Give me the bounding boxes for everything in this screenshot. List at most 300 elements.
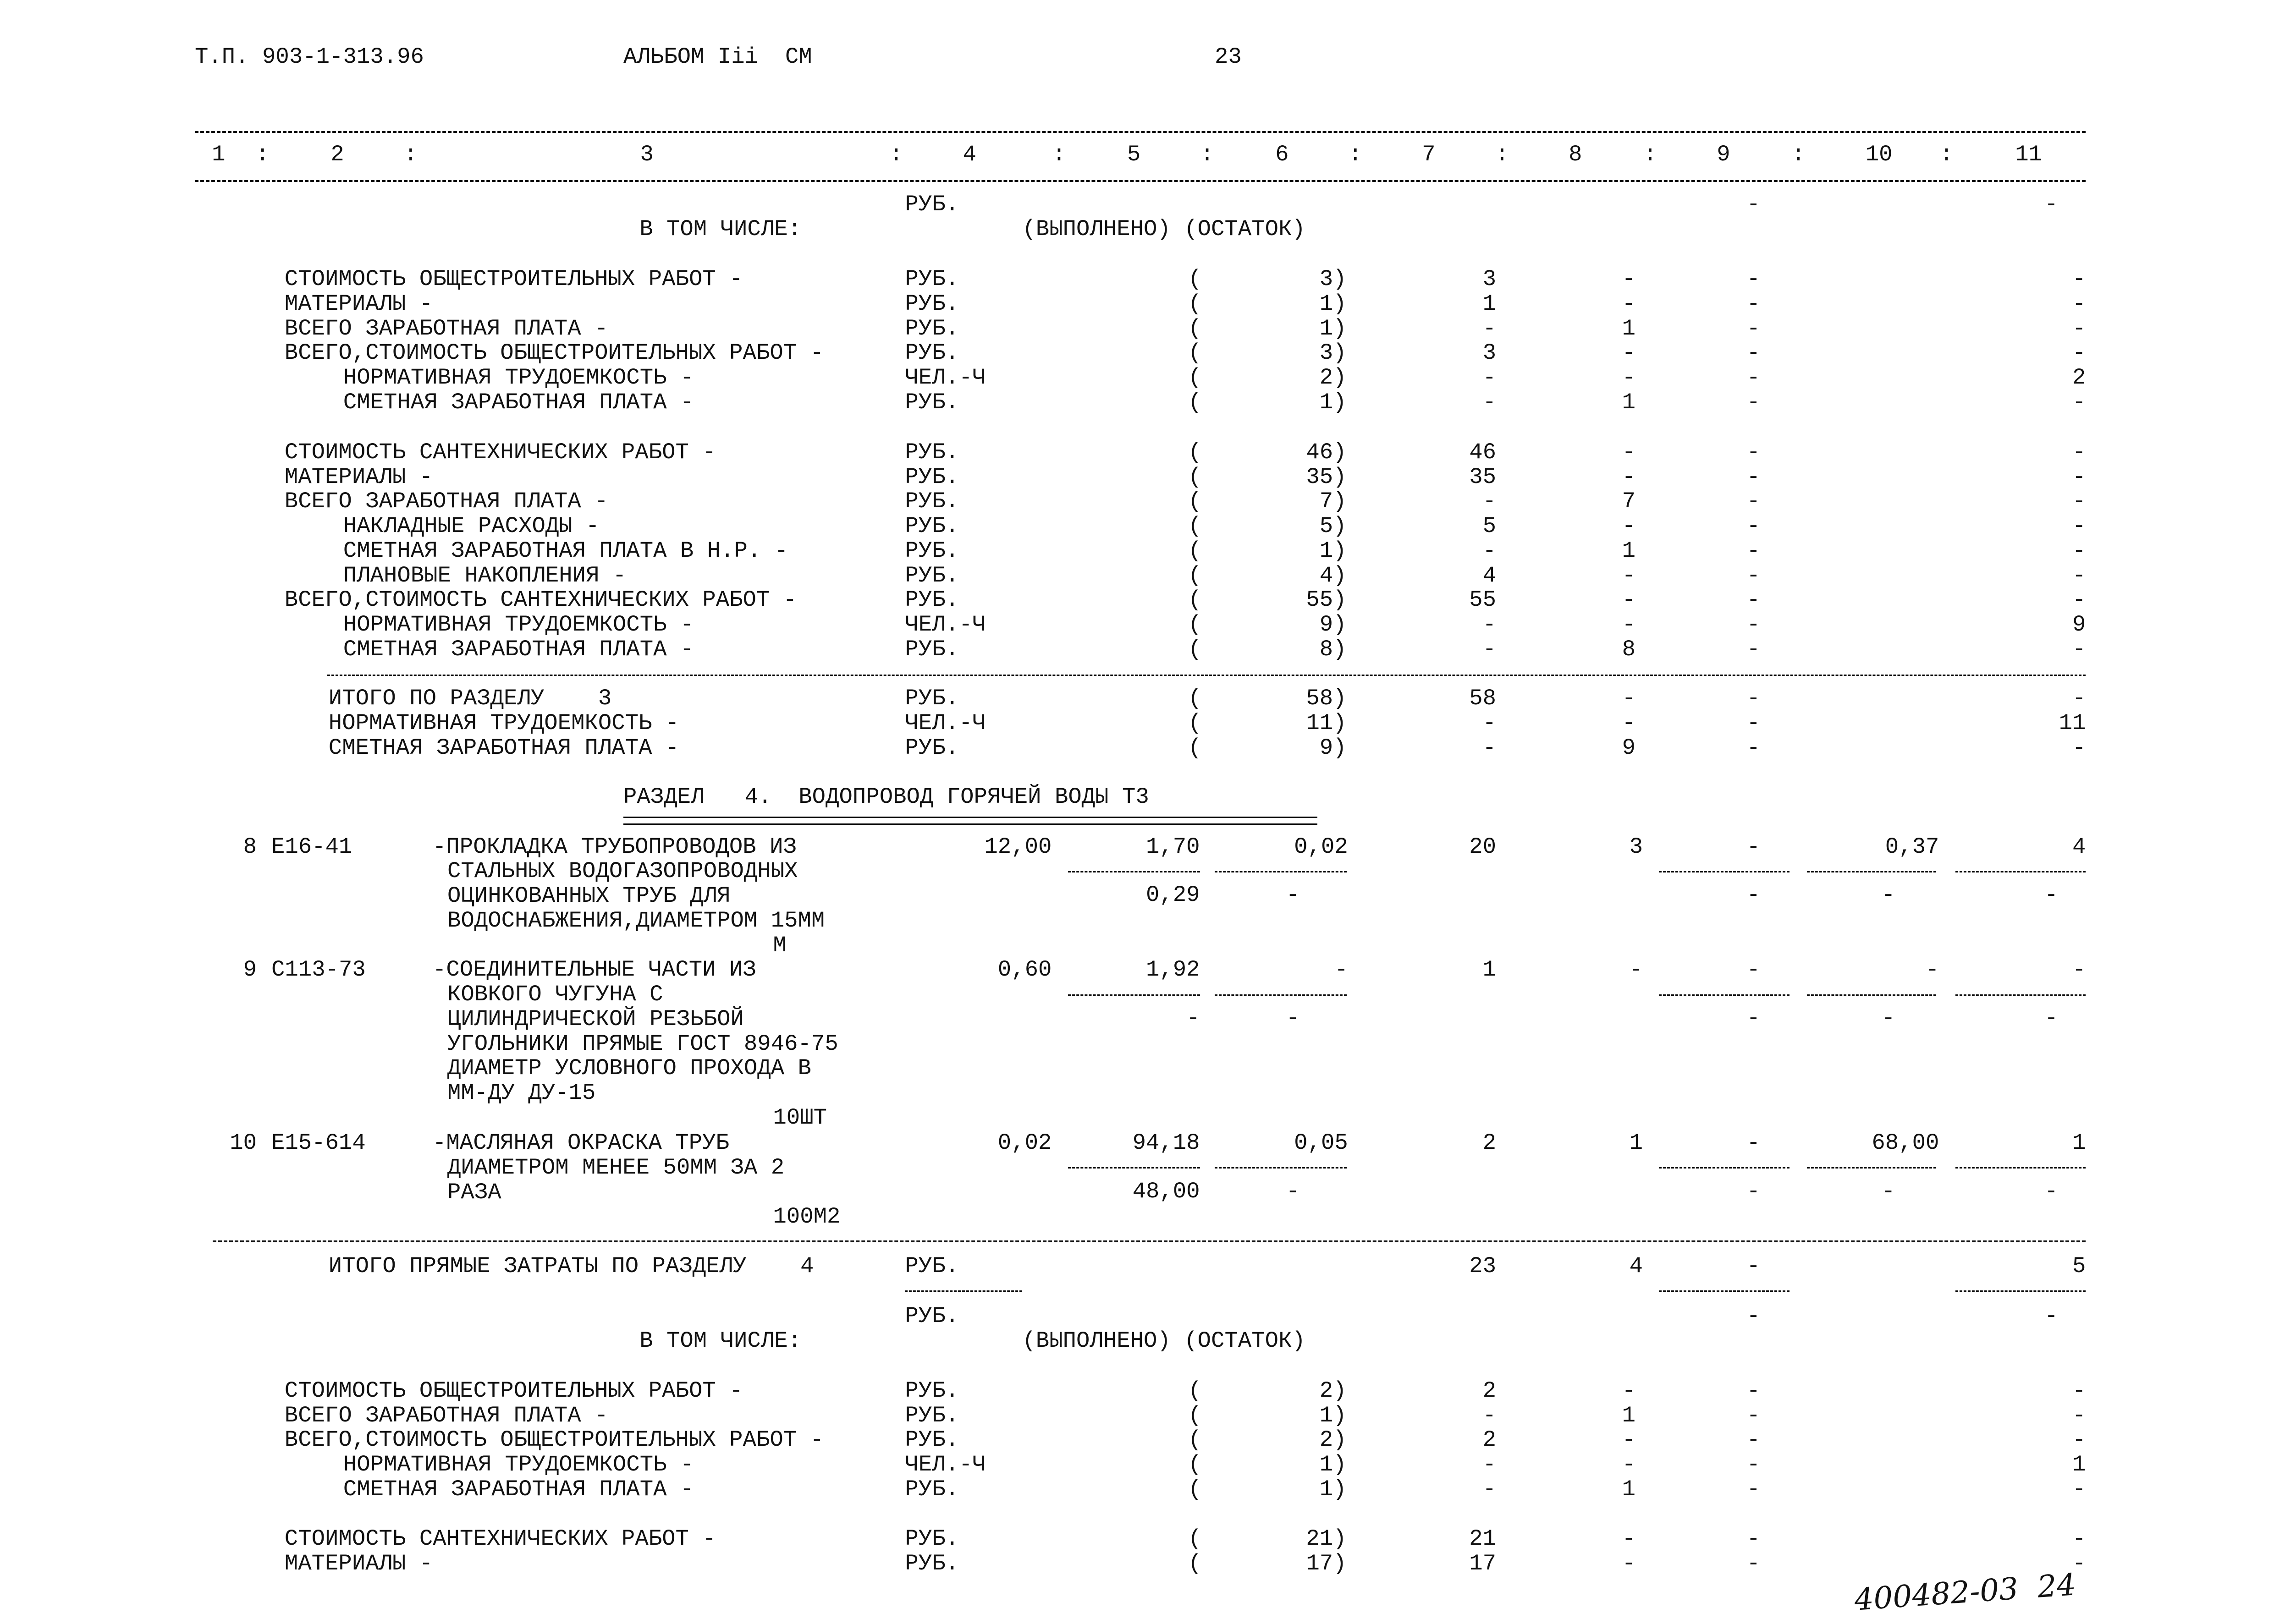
col7-value: -	[1482, 1452, 1496, 1478]
col7-value: -	[1482, 390, 1496, 415]
col7-value: 1	[1482, 291, 1496, 317]
col8-value: -	[1622, 340, 1635, 366]
summary-label: ПЛАНОВЫЕ НАКОПЛЕНИЯ -	[343, 562, 627, 588]
col8-value: 1	[1622, 1476, 1635, 1502]
paren: (	[1188, 1377, 1202, 1404]
col9-value: -	[1746, 587, 1760, 613]
unit: ЧЕЛ.-Ч	[905, 612, 986, 638]
col10-value: 68,00	[1872, 1130, 1939, 1156]
in-that-number-label: В ТОМ ЧИСЛЕ:	[639, 1328, 802, 1354]
col11-value: -	[2072, 686, 2086, 712]
executed-value: 9)	[1319, 612, 1347, 638]
col7-value: 4	[1482, 562, 1496, 588]
col11-value: -	[2072, 636, 2086, 662]
col11-value: 5	[2072, 1253, 2086, 1279]
col8-value: -	[1622, 291, 1635, 317]
col11-value: -	[2072, 562, 2086, 588]
executed-value: 2)	[1319, 365, 1347, 391]
summary-label: НОРМАТИВНАЯ ТРУДОЕМКОСТЬ -	[343, 365, 694, 391]
summary-label: СМЕТНАЯ ЗАРАБОТНАЯ ПЛАТА -	[343, 1476, 694, 1502]
col9-value: -	[1746, 612, 1760, 638]
col11-value: -	[2072, 315, 2086, 341]
executed-value: 17)	[1306, 1550, 1347, 1576]
col11-value: -	[2072, 340, 2086, 366]
col9-value: -	[1746, 562, 1760, 588]
summary-label: ВСЕГО ЗАРАБОТНАЯ ПЛАТА -	[284, 1402, 608, 1428]
col9-value: -	[1746, 1130, 1760, 1156]
unit: РУБ.	[905, 266, 959, 292]
unit: РУБ.	[905, 587, 959, 613]
col9-value: -	[1746, 315, 1760, 341]
col10-value: 0,37	[1885, 834, 1939, 860]
col7-value: -	[1482, 735, 1496, 761]
sub-value: 0,29	[1145, 882, 1200, 908]
sub-value: -	[1881, 882, 1895, 908]
col9-value: -	[1746, 390, 1760, 415]
col9-value: -	[1746, 834, 1760, 860]
executed-value: 3)	[1319, 266, 1347, 292]
col11-value: -	[2072, 1550, 2086, 1576]
unit: РУБ.	[905, 636, 959, 662]
executed-value: 46)	[1306, 439, 1347, 465]
sub-rule	[1659, 1290, 1789, 1292]
sub-rule	[1215, 994, 1347, 996]
sub-value: -	[2044, 882, 2058, 908]
sub-value: -	[1186, 1005, 1200, 1031]
paren: (	[1188, 439, 1202, 465]
executed-value: 58)	[1306, 686, 1347, 712]
album-label: АЛЬБОМ Iii СМ	[623, 44, 812, 70]
col9-value: -	[1746, 1377, 1760, 1404]
column-separator: :	[1791, 142, 1805, 168]
unit: РУБ.	[905, 735, 959, 761]
col7-value: -	[1482, 365, 1496, 391]
unit: РУБ.	[905, 1402, 959, 1428]
sub-rule	[1955, 871, 2086, 872]
unit-price-wages: 0,02	[1294, 834, 1348, 860]
col11-value: -	[2072, 957, 2086, 983]
summary-label: НОРМАТИВНАЯ ТРУДОЕМКОСТЬ -	[343, 612, 694, 638]
col11-value: -	[2072, 464, 2086, 490]
total-cost: 2	[1482, 1130, 1496, 1156]
col8-value: -	[1622, 439, 1635, 465]
col8-value: -	[1622, 710, 1635, 736]
column-number: 2	[330, 142, 344, 168]
executed-value: 5)	[1319, 513, 1347, 539]
column-separator: :	[889, 142, 903, 168]
sub-value: -	[1881, 1005, 1895, 1031]
col8-value: 1	[1622, 390, 1635, 415]
col11-value: -	[2072, 513, 2086, 539]
paren: (	[1188, 710, 1202, 736]
executed-value: 1)	[1319, 291, 1347, 317]
unit: РУБ.	[905, 315, 959, 341]
col11-value: 2	[2072, 365, 2086, 391]
col11-value: -	[2072, 1427, 2086, 1453]
unit: РУБ.	[905, 192, 959, 217]
column-number: 1	[212, 142, 226, 168]
unit: РУБ.	[905, 1253, 959, 1279]
unit: РУБ.	[905, 1526, 959, 1552]
summary-label: ВСЕГО,СТОИМОСТЬ ОБЩЕСТРОИТЕЛЬНЫХ РАБОТ -	[284, 1427, 824, 1453]
section4-items-rule	[213, 1240, 2086, 1242]
unit-price: 94,18	[1132, 1130, 1200, 1156]
in-that-number-label: В ТОМ ЧИСЛЕ:	[639, 216, 802, 242]
sub-rule	[1807, 1167, 1936, 1169]
paren: (	[1188, 513, 1202, 539]
section4-title-underline	[623, 817, 1317, 825]
executed-value: 1)	[1319, 1402, 1347, 1428]
col8-value: 9	[1622, 735, 1635, 761]
column-number: 7	[1422, 142, 1436, 168]
col9-value: -	[1746, 488, 1760, 515]
unit: РУБ.	[905, 291, 959, 317]
summary-label: СТОИМОСТЬ ОБЩЕСТРОИТЕЛЬНЫХ РАБОТ -	[284, 1377, 743, 1404]
col8-value: -	[1622, 1377, 1635, 1404]
executed-value: 4)	[1319, 562, 1347, 588]
col11-value: -	[2072, 587, 2086, 613]
col8-value: -	[1622, 365, 1635, 391]
summary-label: СТОИМОСТЬ ОБЩЕСТРОИТЕЛЬНЫХ РАБОТ -	[284, 266, 743, 292]
column-separator: :	[256, 142, 270, 168]
paren: (	[1188, 266, 1202, 292]
summary-label: СМЕТНАЯ ЗАРАБОТНАЯ ПЛАТА -	[343, 390, 694, 415]
summary-label: СМЕТНАЯ ЗАРАБОТНАЯ ПЛАТА -	[343, 636, 694, 662]
col7-value: 5	[1482, 513, 1496, 539]
paren: (	[1188, 315, 1202, 341]
col8-value: 1	[1622, 315, 1635, 341]
item-description: ДИАМЕТРОМ МЕНЕЕ 50ММ ЗА 2	[447, 1154, 785, 1180]
paren: (	[1188, 365, 1202, 391]
sub-rule	[1068, 994, 1200, 996]
column-number: 11	[2015, 142, 2042, 168]
summary-label: ВСЕГО ЗАРАБОТНАЯ ПЛАТА -	[284, 488, 608, 515]
summary-label: СМЕТНАЯ ЗАРАБОТНАЯ ПЛАТА -	[328, 735, 679, 761]
executed-value: 1)	[1319, 390, 1347, 415]
item-unit: М	[773, 932, 787, 958]
sub-value: -	[1746, 1005, 1760, 1031]
col7-value: 23	[1469, 1253, 1496, 1279]
sub-rule	[1955, 994, 2086, 996]
column-number: 6	[1275, 142, 1289, 168]
sub-value: 48,00	[1132, 1178, 1200, 1204]
sub-rule	[1659, 994, 1789, 996]
item-description: СТАЛЬНЫХ ВОДОГАЗОПРОВОДНЫХ	[447, 858, 798, 884]
total-wages: 3	[1629, 834, 1643, 860]
header-bottom-rule	[195, 180, 2086, 182]
dash: -	[1746, 1303, 1760, 1329]
col8-value: -	[1622, 562, 1635, 588]
unit-price: 1,70	[1145, 834, 1200, 860]
item-number: 9	[243, 957, 257, 983]
col8-value: -	[1622, 612, 1635, 638]
executed-value: 55)	[1306, 587, 1347, 613]
unit: РУБ.	[905, 1427, 959, 1453]
col11-value: -	[2072, 1526, 2086, 1552]
unit: РУБ.	[905, 390, 959, 415]
executed-value: 7)	[1319, 488, 1347, 515]
item-description: ММ-ДУ ДУ-15	[447, 1080, 596, 1106]
sub-rule	[905, 1290, 1022, 1292]
col9-value: -	[1746, 439, 1760, 465]
unit: РУБ.	[905, 538, 959, 564]
col9-value: -	[1746, 538, 1760, 564]
executed-value: 8)	[1319, 636, 1347, 662]
paren: (	[1188, 612, 1202, 638]
col7-value: -	[1482, 1476, 1496, 1502]
column-number: 4	[963, 142, 976, 168]
sub-rule	[1807, 871, 1936, 872]
dash: -	[1746, 192, 1760, 217]
col11-value: -	[2072, 488, 2086, 515]
sub-rule	[1807, 994, 1936, 996]
item-description: ЦИЛИНДРИЧЕСКОЙ РЕЗЬБОЙ	[447, 1006, 744, 1032]
unit: РУБ.	[905, 1303, 959, 1329]
col9-value: -	[1746, 1402, 1760, 1428]
summary-label: НОРМАТИВНАЯ ТРУДОЕМКОСТЬ -	[343, 1452, 694, 1478]
item-description: ВОДОСНАБЖЕНИЯ,ДИАМЕТРОМ 15ММ	[447, 907, 825, 933]
paren: (	[1188, 562, 1202, 588]
column-separator: :	[1643, 142, 1657, 168]
executed-value: 1)	[1319, 1452, 1347, 1478]
item-description: -МАСЛЯНАЯ ОКРАСКА ТРУБ	[433, 1130, 729, 1156]
handwritten-stamp: 400482-03 24	[1853, 1567, 2077, 1618]
col8-value: -	[1622, 1526, 1635, 1552]
summary-label: НОРМАТИВНАЯ ТРУДОЕМКОСТЬ -	[328, 710, 679, 736]
column-separator: :	[1349, 142, 1362, 168]
dash: -	[2044, 1303, 2058, 1329]
sub-value: -	[1746, 1178, 1760, 1204]
col7-value: 55	[1469, 587, 1496, 613]
col8-value: -	[1622, 1452, 1635, 1478]
item-description: ДИАМЕТР УСЛОВНОГО ПРОХОДА В	[447, 1055, 811, 1081]
executed-value: 2)	[1319, 1377, 1347, 1404]
unit: РУБ.	[905, 1377, 959, 1404]
item-unit: 10ШТ	[773, 1104, 827, 1130]
col9-value: -	[1746, 513, 1760, 539]
section4-title: РАЗДЕЛ 4. ВОДОПРОВОД ГОРЯЧЕЙ ВОДЫ Т3	[623, 784, 1149, 810]
paren: (	[1188, 1427, 1202, 1453]
executed-remaining-label: (ВЫПОЛНЕНО) (ОСТАТОК)	[1022, 1328, 1305, 1354]
dash: -	[2044, 192, 2058, 217]
executed-value: 1)	[1319, 315, 1347, 341]
col9-value: -	[1746, 1550, 1760, 1576]
col9-value: -	[1746, 1526, 1760, 1552]
summary-label: МАТЕРИАЛЫ -	[284, 291, 433, 317]
col9-value: -	[1746, 291, 1760, 317]
col9-value: -	[1746, 1253, 1760, 1279]
col7-value: -	[1482, 315, 1496, 341]
sub-rule	[1068, 871, 1200, 872]
unit-price-wages: -	[1334, 957, 1348, 983]
item-description: УГОЛЬНИКИ ПРЯМЫЕ ГОСТ 8946-75	[447, 1031, 838, 1057]
column-separator: :	[1495, 142, 1509, 168]
paren: (	[1188, 686, 1202, 712]
col9-value: -	[1746, 266, 1760, 292]
col9-value: -	[1746, 735, 1760, 761]
sub-rule	[1659, 871, 1789, 872]
sub-rule	[1068, 1167, 1200, 1169]
col10-value: -	[1925, 957, 1939, 983]
total-cost: 1	[1482, 957, 1496, 983]
column-separator: :	[1052, 142, 1066, 168]
col11-value: -	[2072, 1402, 2086, 1428]
total-wages: -	[1629, 957, 1643, 983]
executed-value: 3)	[1319, 340, 1347, 366]
summary-label: СМЕТНАЯ ЗАРАБОТНАЯ ПЛАТА В Н.Р. -	[343, 538, 788, 564]
col9-value: -	[1746, 710, 1760, 736]
col11-value: -	[2072, 390, 2086, 415]
summary-label: ВСЕГО ЗАРАБОТНАЯ ПЛАТА -	[284, 315, 608, 341]
col11-value: 4	[2072, 834, 2086, 860]
item-code: Е16-41	[271, 834, 352, 860]
item-description: -СОЕДИНИТЕЛЬНЫЕ ЧАСТИ ИЗ	[433, 957, 756, 983]
paren: (	[1188, 488, 1202, 515]
item-description: РАЗА	[447, 1179, 501, 1205]
item-number: 10	[230, 1130, 257, 1156]
col11-value: -	[2072, 266, 2086, 292]
item-code: С113-73	[271, 957, 366, 983]
paren: (	[1188, 538, 1202, 564]
header-top-rule	[195, 131, 2086, 133]
paren: (	[1188, 1526, 1202, 1552]
unit: РУБ.	[905, 464, 959, 490]
col11-value: -	[2072, 538, 2086, 564]
col11-value: 1	[2072, 1452, 2086, 1478]
item-description: КОВКОГО ЧУГУНА С	[447, 982, 663, 1008]
summary-label: МАТЕРИАЛЫ -	[284, 1550, 433, 1576]
unit: РУБ.	[905, 562, 959, 588]
col9-value: -	[1746, 340, 1760, 366]
paren: (	[1188, 1452, 1202, 1478]
col11-value: 1	[2072, 1130, 2086, 1156]
col9-value: -	[1746, 1452, 1760, 1478]
col7-value: -	[1482, 710, 1496, 736]
col11-value: -	[2072, 1476, 2086, 1502]
paren: (	[1188, 1476, 1202, 1502]
column-number: 10	[1865, 142, 1893, 168]
unit: РУБ.	[905, 1476, 959, 1502]
quantity: 12,00	[984, 834, 1052, 860]
paren: (	[1188, 587, 1202, 613]
unit: РУБ.	[905, 340, 959, 366]
executed-value: 21)	[1306, 1526, 1347, 1552]
col7-value: 35	[1469, 464, 1496, 490]
col11-value: -	[2072, 735, 2086, 761]
column-number: 9	[1717, 142, 1730, 168]
summary-label: НАКЛАДНЫЕ РАСХОДЫ -	[343, 513, 600, 539]
col7-value: 3	[1482, 266, 1496, 292]
unit: РУБ.	[905, 1550, 959, 1576]
col9-value: -	[1746, 636, 1760, 662]
col7-value: -	[1482, 538, 1496, 564]
col11-value: -	[2072, 439, 2086, 465]
column-number: 5	[1127, 142, 1141, 168]
executed-value: 35)	[1306, 464, 1347, 490]
col8-value: -	[1622, 686, 1635, 712]
col7-value: 46	[1469, 439, 1496, 465]
col7-value: 21	[1469, 1526, 1496, 1552]
sub-value: -	[2044, 1005, 2058, 1031]
col9-value: -	[1746, 686, 1760, 712]
col11-value: 11	[2059, 710, 2086, 736]
unit: РУБ.	[905, 488, 959, 515]
executed-value: 11)	[1306, 710, 1347, 736]
col9-value: -	[1746, 365, 1760, 391]
total-cost: 20	[1469, 834, 1496, 860]
col8-value: 1	[1622, 538, 1635, 564]
column-separator: :	[404, 142, 418, 168]
item-code: Е15-614	[271, 1130, 366, 1156]
unit-price-wages: 0,05	[1294, 1130, 1348, 1156]
col8-value: -	[1622, 266, 1635, 292]
col8-value: 8	[1622, 636, 1635, 662]
sub-value: -	[2044, 1178, 2058, 1204]
item-description: -ПРОКЛАДКА ТРУБОПРОВОДОВ ИЗ	[433, 834, 797, 860]
column-separator: :	[1939, 142, 1954, 168]
sub-rule	[1955, 1167, 2086, 1169]
col7-value: 3	[1482, 340, 1496, 366]
sub-value: -	[1881, 1178, 1895, 1204]
executed-value: 2)	[1319, 1427, 1347, 1453]
col7-value: -	[1482, 612, 1496, 638]
paren: (	[1188, 291, 1202, 317]
executed-value: 1)	[1319, 538, 1347, 564]
col7-value: -	[1482, 1402, 1496, 1428]
direct-costs-total-label: ИТОГО ПРЯМЫЕ ЗАТРАТЫ ПО РАЗДЕЛУ 4	[328, 1253, 814, 1279]
summary-label: МАТЕРИАЛЫ -	[284, 464, 433, 490]
item-description: ОЦИНКОВАННЫХ ТРУБ ДЛЯ	[447, 883, 731, 909]
sub-value: -	[1746, 882, 1760, 908]
unit: РУБ.	[905, 686, 959, 712]
sub-value: -	[1286, 882, 1300, 908]
paren: (	[1188, 735, 1202, 761]
unit: ЧЕЛ.-Ч	[905, 1452, 986, 1478]
page-number: 23	[1215, 44, 1242, 70]
paren: (	[1188, 464, 1202, 490]
section3-total-rule	[327, 675, 2086, 676]
unit: ЧЕЛ.-Ч	[905, 365, 986, 391]
col8-value: 7	[1622, 488, 1635, 515]
sub-rule	[1215, 871, 1347, 872]
col7-value: 2	[1482, 1377, 1496, 1404]
col9-value: -	[1746, 1476, 1760, 1502]
paren: (	[1188, 636, 1202, 662]
col11-value: 9	[2072, 612, 2086, 638]
sub-value: -	[1286, 1005, 1300, 1031]
col8-value: 1	[1622, 1402, 1635, 1428]
col11-value: -	[2072, 1377, 2086, 1404]
unit: РУБ.	[905, 513, 959, 539]
sub-rule	[1955, 1290, 2086, 1292]
col7-value: 17	[1469, 1550, 1496, 1576]
col9-value: -	[1746, 464, 1760, 490]
executed-value: 1)	[1319, 1476, 1347, 1502]
column-number: 3	[640, 142, 654, 168]
col8-value: -	[1622, 464, 1635, 490]
col8-value: -	[1622, 513, 1635, 539]
executed-value: 9)	[1319, 735, 1347, 761]
col11-value: -	[2072, 291, 2086, 317]
col8-value: 4	[1629, 1253, 1643, 1279]
column-number: 8	[1569, 142, 1582, 168]
item-number: 8	[243, 834, 257, 860]
sub-value: -	[1286, 1178, 1300, 1204]
summary-label: СТОИМОСТЬ САНТЕХНИЧЕСКИХ РАБОТ -	[284, 439, 716, 465]
unit: РУБ.	[905, 439, 959, 465]
col9-value: -	[1746, 1427, 1760, 1453]
unit-price: 1,92	[1145, 957, 1200, 983]
